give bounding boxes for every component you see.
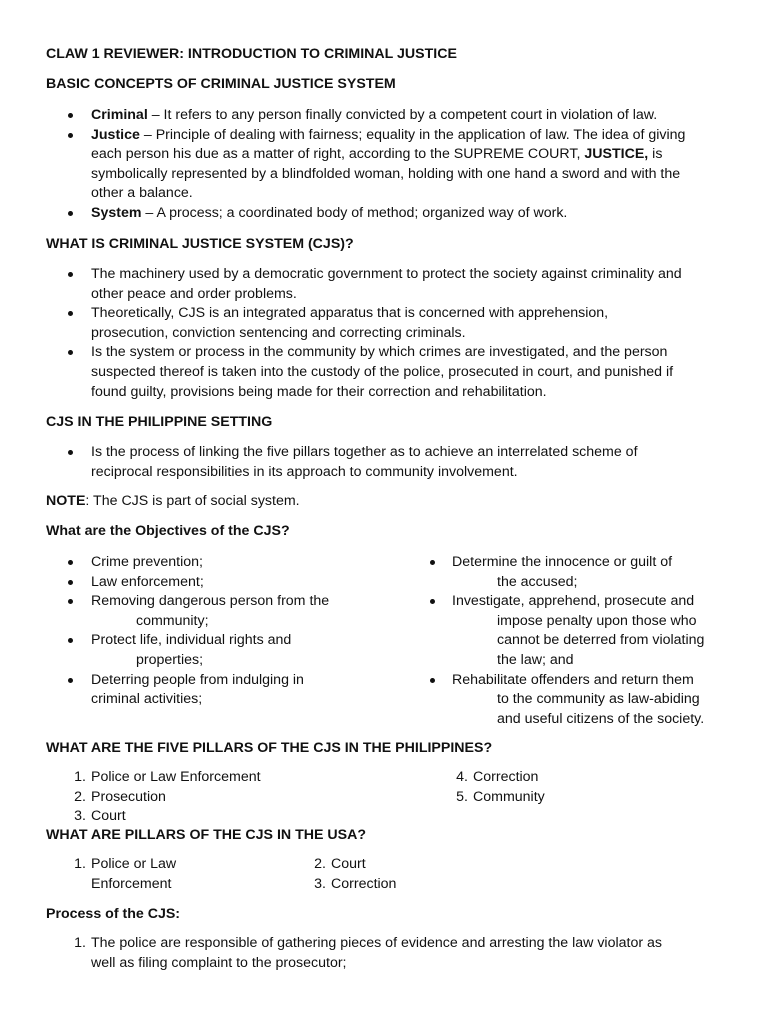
list-item: Investigate, apprehend, prosecute and impose penalty upon those who cannot be deterred from violating the law; and — [428, 592, 758, 670]
list-item: Criminal – It refers to any person finally convicted by a competent court in violation of law. — [46, 106, 736, 126]
list-item: System – A process; a coordinated body of method; organized way of work. — [46, 204, 736, 224]
list-item: Rehabilitate offenders and return them to the community as law-abiding and useful citizens of the society. — [428, 671, 758, 730]
list-item: Is the system or process in the community by which crimes are investigated, and the person suspected thereof is taken into the custody of the police, prosecuted in court, and punished if found guilty, provisions being made for their correction and rehabilitation. — [46, 343, 736, 402]
list-item: The machinery used by a democratic government to protect the society against criminality and other peace and order problems. — [46, 265, 736, 304]
list-item: Removing dangerous person from the community; — [46, 592, 406, 631]
list-item: Law enforcement; — [46, 573, 406, 593]
document-title: CLAW 1 REVIEWER: INTRODUCTION TO CRIMINAL JUSTICE — [46, 46, 457, 62]
list-item: 3. Court — [74, 808, 126, 825]
note-paragraph: NOTE: The CJS is part of social system. — [46, 493, 300, 509]
list-item: 2. Prosecution — [74, 788, 166, 805]
list-item: 1. Police or Law Enforcement — [74, 769, 261, 785]
process-list — [66, 934, 746, 973]
list-item: 5. Community — [456, 788, 545, 805]
pillars-usa-left-list — [66, 855, 266, 894]
list-item: Justice – Principle of dealing with fairness; equality in the application of law. The idea of giving each person his due as a matter of right, according to the SUPREME COURT, JUSTICE, is symbolically represented by a blindfolded woman, holding with one hand a sword and with the other a balance. — [46, 126, 736, 204]
pillars-usa-heading: WHAT ARE PILLARS OF THE CJS IN THE USA? — [46, 827, 367, 843]
list-item: 4. Correction — [456, 769, 539, 785]
pillars-philippines-right-list — [448, 768, 708, 807]
list-item: 3. Correction — [314, 875, 397, 892]
list-item: Crime prevention; — [46, 553, 406, 573]
objectives-right-list — [428, 553, 758, 729]
cjs-definition-list — [46, 265, 736, 402]
basic-concepts-list — [46, 106, 736, 224]
list-item: Determine the innocence or guilt of the accused; — [428, 553, 758, 592]
objectives-left-list — [46, 553, 406, 710]
list-item: Theoretically, CJS is an integrated apparatus that is concerned with apprehension, prosecution, conviction sentencing and correcting criminals. — [46, 304, 736, 343]
pillars-philippines-left-list — [46, 768, 386, 827]
cjs-heading: WHAT IS CRIMINAL JUSTICE SYSTEM (CJS)? — [46, 236, 354, 252]
list-item: 2. Court — [314, 856, 366, 872]
list-item: 1. The police are responsible of gathering pieces of evidence and arresting the law violator as well as filing complaint to the prosecutor; — [74, 935, 662, 971]
objectives-heading: What are the Objectives of the CJS? — [46, 523, 290, 539]
list-item: Deterring people from indulging in criminal activities; — [46, 671, 406, 710]
pillars-philippines-heading: WHAT ARE THE FIVE PILLARS OF THE CJS IN THE PHILIPPINES? — [46, 740, 493, 756]
philippine-setting-list — [46, 443, 736, 482]
list-item: Protect life, individual rights and properties; — [46, 631, 406, 670]
list-item: 1. Police or Law Enforcement — [74, 856, 177, 892]
process-heading: Process of the CJS: — [46, 906, 181, 922]
list-item: Is the process of linking the five pillars together as to achieve an interrelated scheme of reciprocal responsibilities in its approach to community involvement. — [46, 443, 736, 482]
basic-concepts-heading: BASIC CONCEPTS OF CRIMINAL JUSTICE SYSTEM — [46, 76, 396, 92]
pillars-usa-right-list — [306, 855, 506, 894]
philippine-setting-heading: CJS IN THE PHILIPPINE SETTING — [46, 414, 273, 430]
